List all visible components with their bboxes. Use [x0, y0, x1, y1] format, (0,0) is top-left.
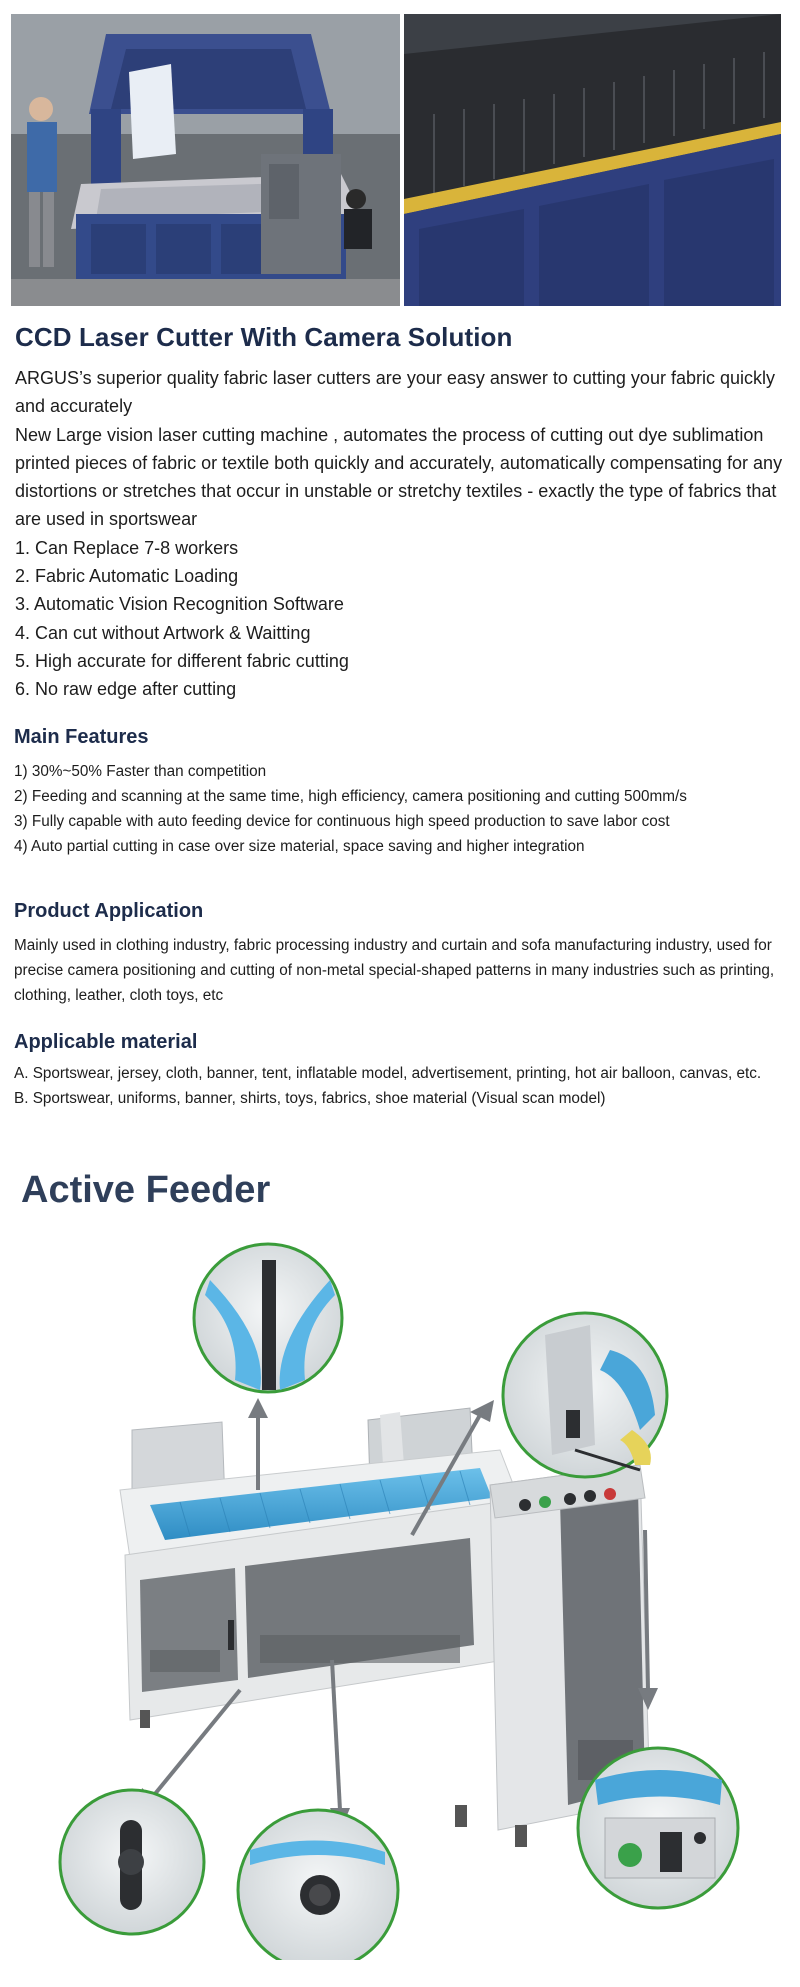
- list-item: B. Sportswear, uniforms, banner, shirts, toys, fabrics, shoe material (Visual scan model): [14, 1090, 606, 1107]
- product-application-paragraph: Mainly used in clothing industry, fabric processing industry and curtain and sofa manufacturing industry, used for precise camera positioning and cutting of non-metal special-shaped patterns in many industries such as printing, clothing, leather, cloth toys, etc: [14, 937, 775, 1004]
- list-item: 1) 30%~50% Faster than competition: [14, 763, 267, 780]
- list-item: 4) Auto partial cutting in case over size material, space saving and higher integration: [14, 838, 585, 855]
- list-item: 2. Fabric Automatic Loading: [15, 566, 239, 587]
- laser-cutter-closeup-photo: [404, 14, 781, 306]
- active-feeder-heading: Active Feeder: [21, 1169, 271, 1211]
- key-points-list: [15, 534, 795, 704]
- active-feeder-machine-illustration: [0, 1240, 800, 1960]
- list-item: 4. Can cut without Artwork & Waitting: [15, 622, 311, 643]
- page-title: CCD Laser Cutter With Camera Solution: [15, 322, 513, 352]
- list-item: 1. Can Replace 7-8 workers: [15, 537, 239, 558]
- list-item: 3) Fully capable with auto feeding device for continuous high speed production to save labor cost: [14, 813, 670, 830]
- applicable-material-list: [14, 1061, 799, 1111]
- applicable-material-heading: Applicable material: [14, 1031, 198, 1053]
- laser-cutter-machine-photo: [11, 14, 400, 306]
- list-item: 3. Automatic Vision Recognition Software: [15, 594, 344, 615]
- main-features-list: [14, 759, 799, 859]
- top-photo-strip: [11, 14, 781, 306]
- intro-paragraph: ARGUS’s superior quality fabric laser cutters are your easy answer to cutting your fabric quickly and accurately: [15, 368, 775, 417]
- list-item: 6. No raw edge after cutting: [15, 679, 237, 700]
- list-item: 5. High accurate for different fabric cutting: [15, 650, 349, 671]
- intro-section: [15, 364, 795, 704]
- list-item: 2) Feeding and scanning at the same time, high efficiency, camera positioning and cutting 500mm/s: [14, 788, 687, 805]
- intro-description: New Large vision laser cutting machine , automates the process of cutting out dye sublimation printed pieces of fabric or textile both quickly and accurately, automatically compensating for any distortions or stretches that occur in unstable or stretchy textiles - exactly the type of fabrics that are used in sportswear: [15, 424, 783, 530]
- product-application-heading: Product Application: [14, 900, 204, 922]
- product-application-text: [14, 933, 799, 1008]
- main-features-heading: Main Features: [14, 726, 149, 748]
- list-item: A. Sportswear, jersey, cloth, banner, tent, inflatable model, advertisement, printing, hot air balloon, canvas, etc.: [14, 1065, 762, 1082]
